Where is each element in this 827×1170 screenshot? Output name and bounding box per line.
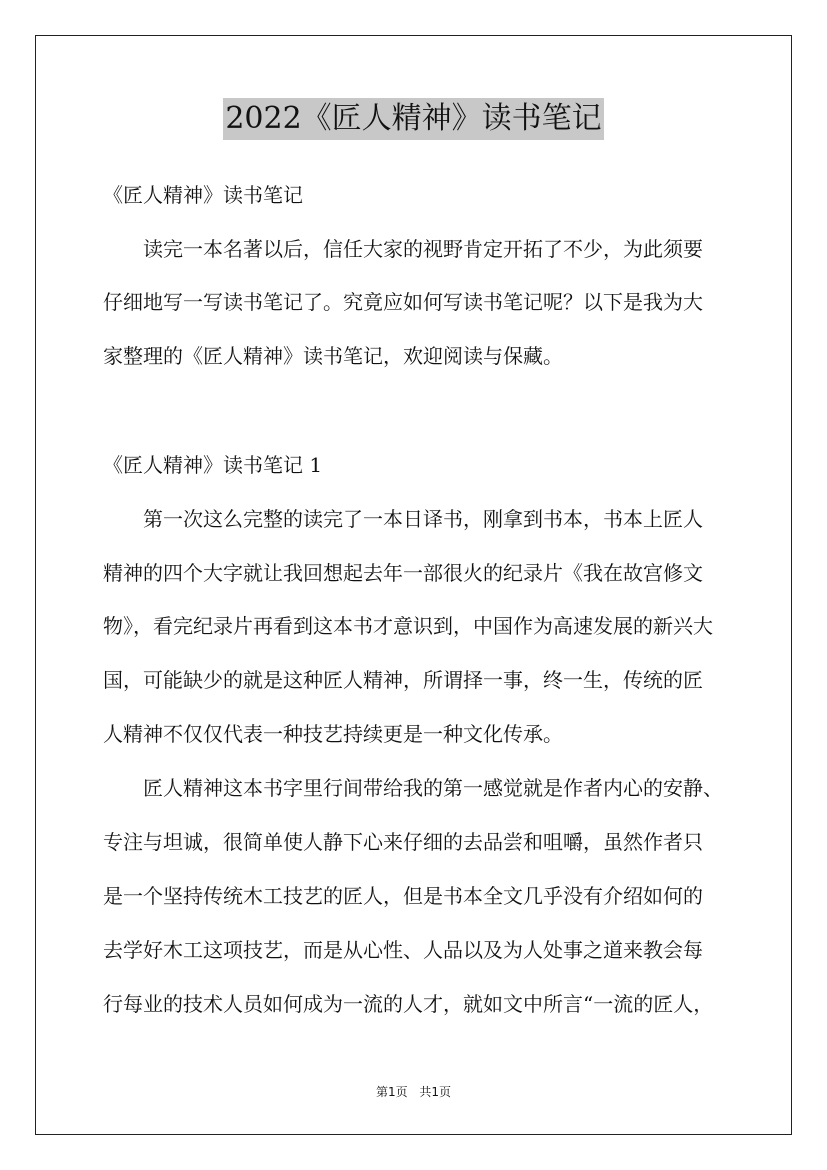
paragraph-line: 行每业的技术人员如何成为一流的人才，就如文中所言“一流的匠人， — [103, 992, 714, 1016]
title-container — [0, 98, 827, 140]
paragraph-line: 第一次这么完整的读完了一本日译书，刚拿到书本，书本上匠人 — [143, 507, 703, 531]
intro-line: 读完一本名著以后，信任大家的视野肯定开拓了不少，为此须要 — [143, 237, 703, 261]
intro-line: 仔细地写一写读书笔记了。究竟应如何写读书笔记呢？以下是我为大 — [103, 290, 703, 314]
paragraph-line: 匠人精神这本书字里行间带给我的第一感觉就是作者内心的安静、 — [143, 776, 723, 800]
page-footer — [0, 1083, 827, 1100]
paragraph-line: 国，可能缺少的就是这种匠人精神，所谓择一事，终一生，传统的匠 — [103, 668, 703, 692]
paragraph-line: 专注与坦诚，很简单使人静下心来仔细的去品尝和咀嚼，虽然作者只 — [103, 830, 703, 854]
paragraph-line: 人精神不仅仅代表一种技艺持续更是一种文化传承。 — [103, 722, 563, 746]
intro-line: 家整理的《匠人精神》读书笔记，欢迎阅读与保藏。 — [103, 344, 563, 368]
paragraph-line: 物》，看完纪录片再看到这本书才意识到，中国作为高速发展的新兴大 — [103, 614, 713, 638]
paragraph-line: 精神的四个大字就让我回想起去年一部很火的纪录片《我在故宫修文 — [103, 561, 703, 585]
page-total: 共1页 — [419, 1085, 452, 1099]
section-heading: 《匠人精神》读书笔记 — [103, 183, 303, 207]
paragraph-line: 是一个坚持传统木工技艺的匠人，但是书本全文几乎没有介绍如何的 — [103, 884, 703, 908]
page-number: 第1页 — [375, 1085, 408, 1099]
document-title: 2022《匠人精神》读书笔记 — [223, 98, 603, 140]
section-heading-1: 《匠人精神》读书笔记 1 — [103, 453, 323, 477]
paragraph-line: 去学好木工这项技艺，而是从心性、人品以及为人处事之道来教会每 — [103, 938, 703, 962]
